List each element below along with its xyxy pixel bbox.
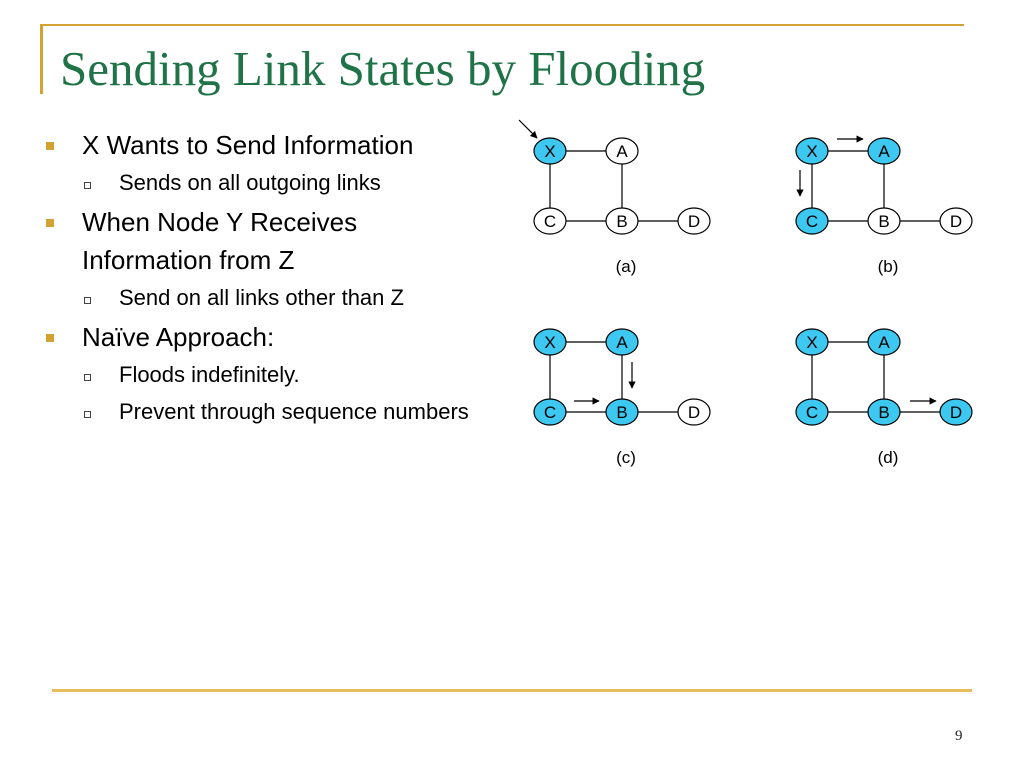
panel-b — [796, 138, 972, 276]
node-c — [534, 208, 566, 234]
sub-bullet-marker — [84, 297, 91, 304]
frame-top-line — [40, 24, 964, 26]
node-b — [606, 399, 638, 425]
bullet-marker — [46, 219, 54, 227]
svg-text:D: D — [687, 212, 701, 231]
panel-label: (c) — [616, 448, 636, 467]
svg-text:D: D — [949, 403, 963, 422]
panel-c — [534, 329, 710, 467]
svg-text:X: X — [544, 142, 556, 161]
svg-text:B: B — [878, 212, 890, 231]
svg-text:C: C — [543, 403, 557, 422]
node-c — [796, 399, 828, 425]
node-b — [606, 208, 638, 234]
bullet-marker — [46, 142, 54, 150]
svg-text:D: D — [687, 403, 701, 422]
panel-label: (b) — [877, 257, 899, 276]
svg-text:C: C — [543, 212, 557, 231]
node-x — [796, 138, 828, 164]
node-b — [868, 208, 900, 234]
svg-text:B: B — [616, 403, 628, 422]
node-d — [678, 208, 710, 234]
node-d — [940, 399, 972, 425]
svg-text:C: C — [805, 403, 819, 422]
svg-text:B: B — [616, 212, 628, 231]
sub-bullet-item: Sends on all outgoing links — [40, 166, 510, 199]
node-a — [606, 329, 638, 355]
frame-vertical-bar — [40, 24, 43, 94]
sub-bullet-item: Floods indefinitely. — [40, 358, 510, 391]
node-a — [606, 138, 638, 164]
sub-bullet-item: Prevent through sequence numbers — [40, 395, 479, 428]
svg-text:C: C — [805, 212, 819, 231]
sub-bullet-marker — [84, 182, 91, 189]
svg-text:X: X — [806, 142, 818, 161]
slide-title: Sending Link States by Flooding — [60, 41, 706, 96]
node-d — [678, 399, 710, 425]
arrow-in — [519, 120, 537, 138]
svg-text:X: X — [544, 333, 556, 352]
bullet-item: Naïve Approach: — [40, 318, 510, 356]
node-a — [868, 329, 900, 355]
panel-label: (d) — [877, 448, 899, 467]
svg-text:A: A — [878, 142, 890, 161]
svg-text:D: D — [949, 212, 963, 231]
sub-bullet-item: Send on all links other than Z — [40, 281, 510, 314]
panel-a — [519, 120, 710, 276]
node-x — [796, 329, 828, 355]
footer-line — [52, 689, 972, 692]
svg-text:A: A — [878, 333, 890, 352]
svg-text:B: B — [878, 403, 890, 422]
svg-text:A: A — [616, 333, 628, 352]
bullet-list — [40, 126, 510, 432]
svg-text:A: A — [616, 142, 628, 161]
node-x — [534, 138, 566, 164]
sub-bullet-marker — [84, 411, 91, 418]
node-a — [868, 138, 900, 164]
node-b — [868, 399, 900, 425]
panel-label: (a) — [615, 257, 637, 276]
flooding-diagram — [505, 110, 985, 480]
bullet-item: X Wants to Send Information — [40, 126, 510, 164]
bullet-item: When Node Y Receives Information from Z — [40, 203, 422, 279]
node-c — [796, 208, 828, 234]
bullet-marker — [46, 334, 54, 342]
page-number: 9 — [955, 728, 963, 744]
sub-bullet-marker — [84, 374, 91, 381]
node-d — [940, 208, 972, 234]
node-x — [534, 329, 566, 355]
svg-text:X: X — [806, 333, 818, 352]
node-c — [534, 399, 566, 425]
panel-d — [796, 329, 972, 467]
